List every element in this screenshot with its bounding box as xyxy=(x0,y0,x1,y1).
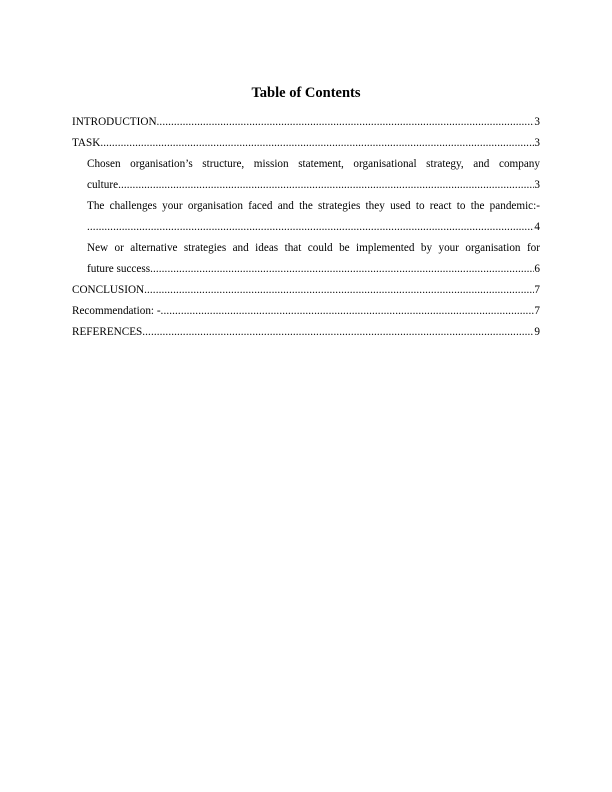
toc-entry-label: CONCLUSION xyxy=(72,284,145,296)
toc-page-number: 3 xyxy=(534,116,540,128)
toc-page-number: 6 xyxy=(534,263,540,275)
toc-page-number: 4 xyxy=(534,221,540,233)
toc-entry-label: TASK xyxy=(72,137,101,149)
toc-dot-leader xyxy=(157,112,535,133)
toc-page-number: 9 xyxy=(534,326,540,338)
toc-page-number: 7 xyxy=(534,284,540,296)
toc-dot-leader xyxy=(142,322,534,343)
toc-entry-recommendation[interactable] xyxy=(72,301,540,322)
toc-entry-introduction[interactable] xyxy=(72,112,540,133)
toc-entry-label-line2: culture xyxy=(87,179,119,191)
toc-entry-challenges[interactable] xyxy=(72,196,540,238)
toc-dot-leader xyxy=(161,301,535,322)
toc-page-number: 7 xyxy=(534,305,540,317)
toc-entry-label: REFERENCES xyxy=(72,326,143,338)
toc-entry-references[interactable] xyxy=(72,322,540,343)
toc-entry-label-line1: The challenges your organisation faced and the strategies they used to react to the pandemic:- xyxy=(87,200,540,212)
toc-entry-alternative-strategies[interactable] xyxy=(72,238,540,280)
toc-title: Table of Contents xyxy=(251,85,361,101)
toc-dot-leader xyxy=(150,259,534,280)
toc-dot-leader xyxy=(144,280,534,301)
toc-dot-leader xyxy=(87,217,534,238)
toc-page-number: 3 xyxy=(534,137,540,149)
toc-page-number: 3 xyxy=(534,179,540,191)
table-of-contents xyxy=(72,112,540,343)
toc-entry-label: INTRODUCTION xyxy=(72,116,157,128)
toc-entry-label-line1: New or alternative strategies and ideas that could be implemented by your organisation for xyxy=(87,242,540,254)
toc-entry-label: Recommendation: - xyxy=(72,305,161,317)
toc-entry-conclusion[interactable] xyxy=(72,280,540,301)
toc-entry-label-line1: Chosen organisation’s structure, mission statement, organisational strategy, and company xyxy=(87,158,540,170)
toc-entry-task[interactable] xyxy=(72,133,540,154)
toc-entry-label-line2: future success xyxy=(87,263,151,275)
toc-entry-organisation-structure[interactable] xyxy=(72,154,540,196)
toc-dot-leader xyxy=(100,133,534,154)
toc-dot-leader xyxy=(118,175,534,196)
